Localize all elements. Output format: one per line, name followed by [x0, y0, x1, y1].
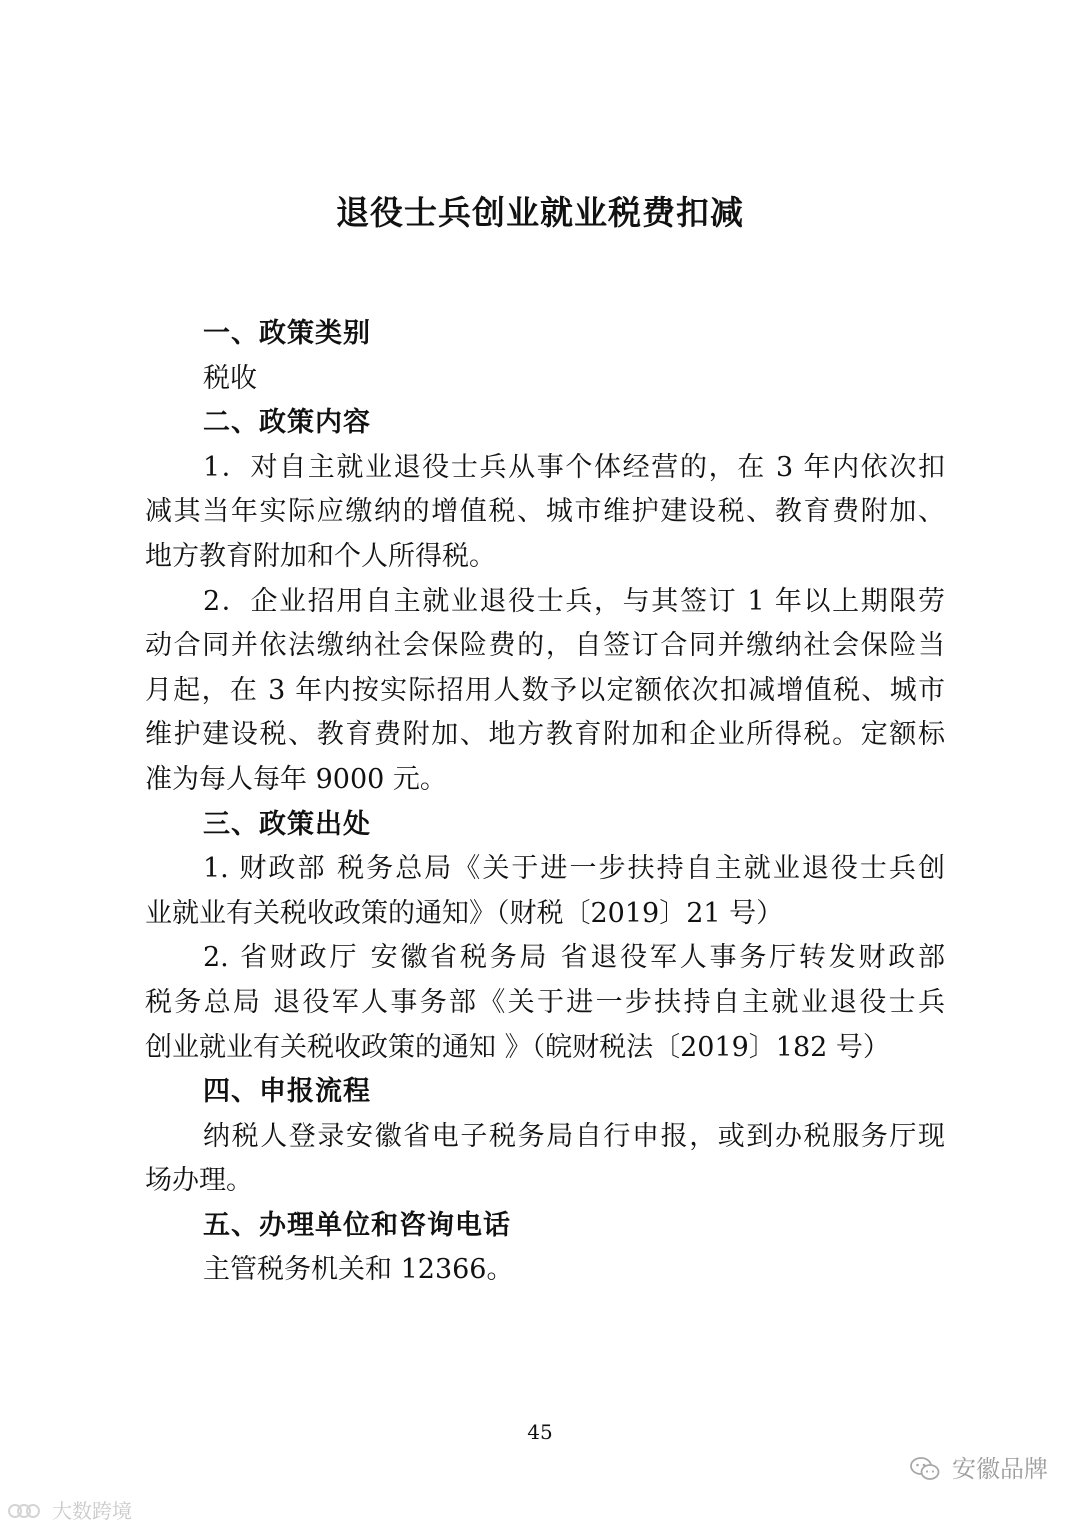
page-number: 45 — [527, 1420, 553, 1444]
paragraph-line: 场办理。 — [145, 1165, 253, 1197]
paragraph-line: 主管税务机关和 12366。 — [203, 1254, 514, 1286]
paragraph-line: 动合同并依法缴纳社会保险费的，自签订合同并缴纳社会保险当 — [145, 630, 945, 662]
paragraph-line: 准为每人每年 9000 元。 — [145, 763, 447, 795]
paragraph-line: 业就业有关税收政策的通知》（财税〔2019〕21 号） — [145, 897, 784, 929]
paragraph-line: 月起，在 3 年内按实际招用人数予以定额依次扣减增值税、城市 — [145, 674, 945, 706]
paragraph-line: 维护建设税、教育费附加、地方教育附加和企业所得税。定额标 — [145, 719, 945, 751]
watermark-text: 大数跨境 — [52, 1499, 132, 1523]
wechat-watermark — [910, 1451, 1048, 1487]
paragraph-line: 1．对自主就业退役士兵从事个体经营的，在 3 年内依次扣 — [203, 451, 945, 483]
tuchong-logo-icon — [8, 1502, 42, 1520]
paragraph-line: 地方教育附加和个人所得税。 — [145, 540, 496, 572]
document-body — [145, 312, 945, 1293]
paragraph-line: 纳税人登录安徽省电子税务局自行申报，或到办税服务厅现 — [203, 1120, 945, 1152]
section-heading-contact: 五、办理单位和咨询电话 — [203, 1209, 511, 1241]
document-title: 退役士兵创业就业税费扣减 — [336, 193, 744, 232]
paragraph-line: 税务总局 退役军人事务部《关于进一步扶持自主就业退役士兵 — [145, 986, 945, 1018]
section-heading-policy-content: 二、政策内容 — [203, 407, 371, 439]
section-heading-filing-process: 四、申报流程 — [203, 1076, 371, 1108]
paragraph-line: 减其当年实际应缴纳的增值税、城市维护建设税、教育费附加、 — [145, 496, 945, 528]
paragraph-line: 2．企业招用自主就业退役士兵，与其签订 1 年以上期限劳 — [203, 585, 945, 617]
paragraph-line: 创业就业有关税收政策的通知 》（皖财税法〔2019〕182 号） — [145, 1031, 890, 1063]
paragraph-line: 税收 — [203, 362, 257, 394]
image-source-watermark — [8, 1497, 132, 1525]
paragraph-line: 2. 省财政厅 安徽省税务局 省退役军人事务厅转发财政部 — [203, 942, 945, 974]
paragraph-line: 1. 财政部 税务总局《关于进一步扶持自主就业退役士兵创 — [203, 853, 945, 885]
section-heading-policy-category: 一、政策类别 — [203, 318, 371, 349]
wechat-account-name: 安徽品牌 — [952, 1455, 1048, 1483]
wechat-icon — [910, 1456, 940, 1482]
section-heading-policy-source: 三、政策出处 — [203, 808, 371, 840]
